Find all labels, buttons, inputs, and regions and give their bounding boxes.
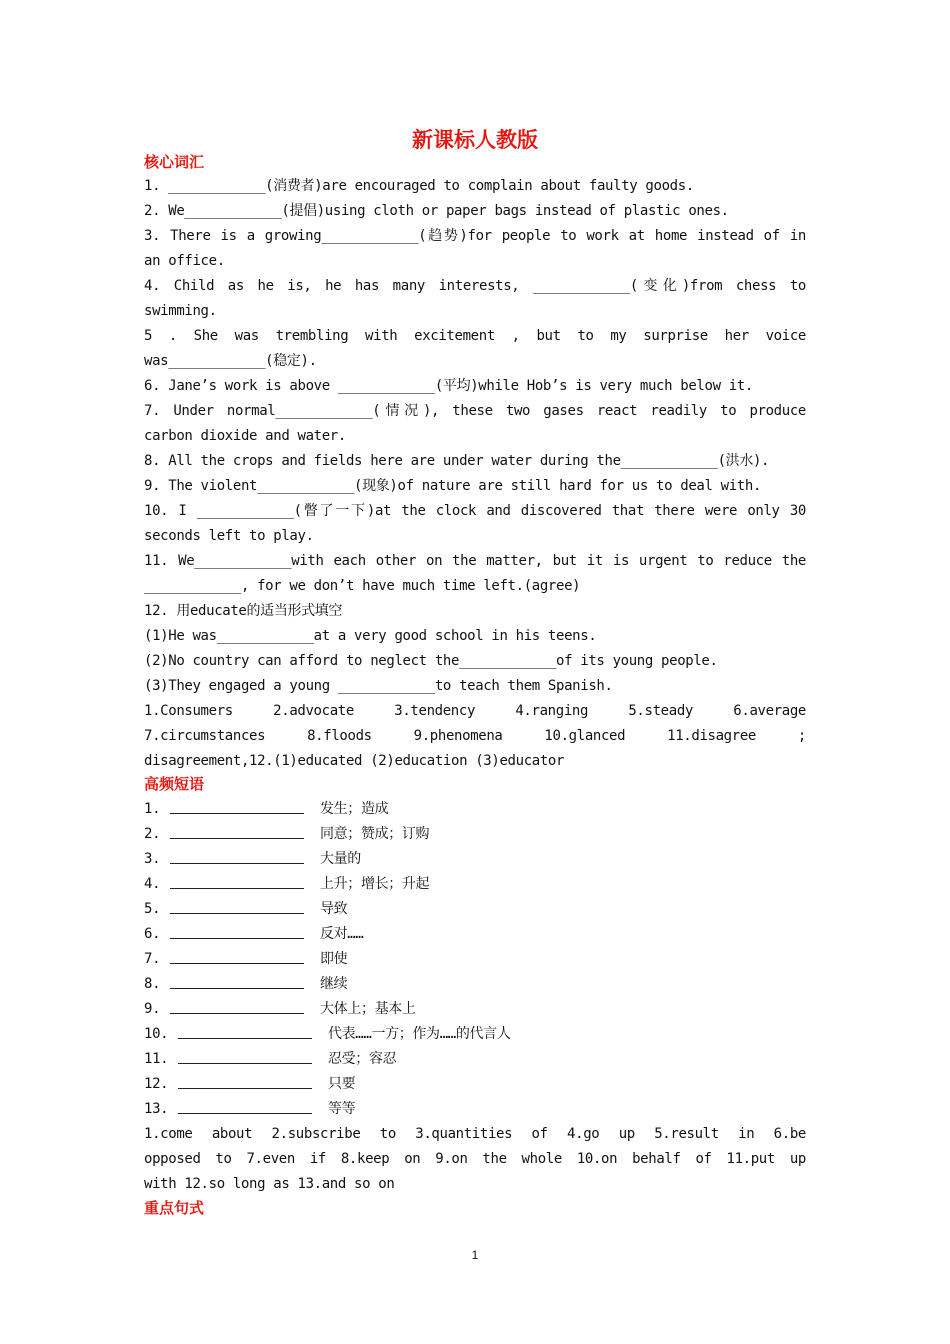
phrase-meaning: 大量的 <box>320 851 361 867</box>
answer-line: 7.circumstances 8.floods 9.phenomena 10.glanced 11.disagree ; <box>144 728 806 744</box>
phrase-meaning: 反对…… <box>320 926 364 942</box>
phrase-item <box>144 1097 806 1122</box>
phrase-meaning: 上升；增长；升起 <box>320 876 430 892</box>
phrase-meaning: 导致 <box>320 901 348 917</box>
phrase-blank <box>170 974 304 989</box>
phrase-item <box>144 1022 806 1047</box>
exercise-line: 6. Jane’s work is above ____________(平均)while Hob’s is very much below it. <box>144 378 753 394</box>
phrase-meaning: 等等 <box>328 1101 356 1117</box>
exercise-line: was____________(稳定). <box>144 353 317 369</box>
phrase-blank <box>178 1074 312 1089</box>
phrase-number: 3. <box>144 851 161 867</box>
phrase-blank <box>170 849 304 864</box>
phrase-blank <box>170 899 304 914</box>
exercise-line: 9. The violent____________(现象)of nature are still hard for us to deal with. <box>144 478 762 494</box>
phrase-item <box>144 947 806 972</box>
answer-line: opposed to 7.even if 8.keep on 9.on the whole 10.on behalf of 11.put up <box>144 1151 806 1167</box>
section-heading-core-vocabulary: 核心词汇 <box>144 153 205 171</box>
exercise-line: ____________, for we don’t have much time left.(agree) <box>144 578 581 594</box>
exercise-line: swimming. <box>144 303 217 319</box>
phrase-number: 10. <box>144 1026 169 1042</box>
exercise-line: 10. I ____________(瞥了一下)at the clock and discovered that there were only 30 <box>144 503 806 519</box>
phrase-item <box>144 997 806 1022</box>
phrase-blank <box>170 924 304 939</box>
phrase-blank <box>170 824 304 839</box>
phrase-item <box>144 797 806 822</box>
phrase-number: 8. <box>144 976 161 992</box>
phrase-meaning: 代表……一方；作为……的代言人 <box>328 1026 511 1042</box>
phrase-meaning: 忍受；容忍 <box>328 1051 397 1067</box>
exercise-line: seconds left to play. <box>144 528 314 544</box>
phrase-blank <box>178 1049 312 1064</box>
phrase-meaning: 发生；造成 <box>320 801 389 817</box>
exercise-line: (1)He was____________at a very good school in his teens. <box>144 628 597 644</box>
vocabulary-exercises <box>144 174 806 774</box>
phrase-number: 5. <box>144 901 161 917</box>
exercise-line: 8. All the crops and fields here are under water during the____________(洪水). <box>144 453 770 469</box>
phrase-number: 11. <box>144 1051 169 1067</box>
phrase-number: 12. <box>144 1076 169 1092</box>
exercise-line: (2)No country can afford to neglect the____________of its young people. <box>144 653 718 669</box>
page-number: 1 <box>471 1248 479 1262</box>
phrase-item <box>144 847 806 872</box>
phrase-number: 4. <box>144 876 161 892</box>
exercise-line: 11. We____________with each other on the matter, but it is urgent to reduce the <box>144 553 806 569</box>
exercise-line: carbon dioxide and water. <box>144 428 346 444</box>
phrase-blank <box>170 949 304 964</box>
phrase-meaning: 继续 <box>320 976 348 992</box>
phrase-blank <box>178 1024 312 1039</box>
phrase-meaning: 只要 <box>328 1076 356 1092</box>
phrase-number: 9. <box>144 1001 161 1017</box>
phrase-item <box>144 897 806 922</box>
answer-line: disagreement,12.(1)educated (2)education (3)educator <box>144 753 565 769</box>
exercise-line: 1. ____________(消费者)are encouraged to complain about faulty goods. <box>144 178 694 194</box>
phrase-item <box>144 822 806 847</box>
phrase-blank <box>170 799 304 814</box>
exercise-line: (3)They engaged a young ____________to teach them Spanish. <box>144 678 613 694</box>
document-title: 新课标人教版 <box>412 127 538 152</box>
phrase-number: 6. <box>144 926 161 942</box>
phrase-item <box>144 922 806 947</box>
answer-line: with 12.so long as 13.and so on <box>144 1176 395 1192</box>
phrase-number: 7. <box>144 951 161 967</box>
phrase-blank <box>170 874 304 889</box>
phrase-item <box>144 972 806 997</box>
exercise-line: 5 . She was trembling with excitement , but to my surprise her voice <box>144 328 806 344</box>
answer-line: 1.come about 2.subscribe to 3.quantities of 4.go up 5.result in 6.be <box>144 1126 806 1142</box>
exercise-line: 7. Under normal____________(情况), these two gases react readily to produce <box>144 403 806 419</box>
phrase-meaning: 同意；赞成；订购 <box>320 826 430 842</box>
phrase-item <box>144 872 806 897</box>
section-heading-phrases: 高频短语 <box>144 775 205 793</box>
phrase-item <box>144 1047 806 1072</box>
exercise-line: 4. Child as he is, he has many interests, ____________(变化)from chess to <box>144 278 806 294</box>
answer-line: 1.Consumers 2.advocate 3.tendency 4.ranging 5.steady 6.average <box>144 703 806 719</box>
phrase-exercises <box>144 797 806 1197</box>
phrase-item <box>144 1072 806 1097</box>
phrase-number: 1. <box>144 801 161 817</box>
phrase-meaning: 大体上；基本上 <box>320 1001 416 1017</box>
phrase-blank <box>170 999 304 1014</box>
exercise-line: 3. There is a growing____________(趋势)for people to work at home instead of in <box>144 228 806 244</box>
exercise-line: an office. <box>144 253 225 269</box>
phrase-number: 2. <box>144 826 161 842</box>
phrase-meaning: 即使 <box>320 951 348 967</box>
exercise-line: 12. 用educate的适当形式填空 <box>144 603 343 619</box>
phrase-blank <box>178 1099 312 1114</box>
phrase-number: 13. <box>144 1101 169 1117</box>
section-heading-key-sentences: 重点句式 <box>144 1199 205 1217</box>
exercise-line: 2. We____________(提倡)using cloth or paper bags instead of plastic ones. <box>144 203 729 219</box>
